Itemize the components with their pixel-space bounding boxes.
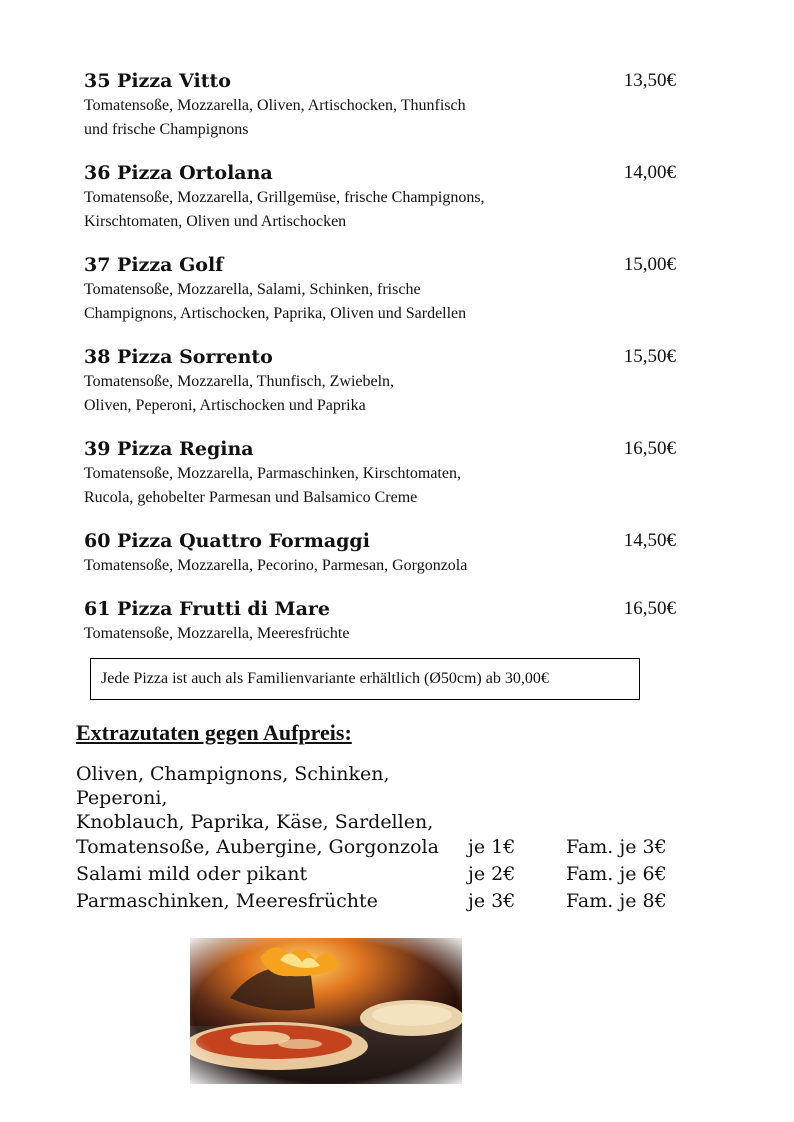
menu-item-pizza-vitto	[84, 68, 676, 142]
item-name: 37 Pizza Golf	[84, 254, 224, 276]
menu-item-pizza-frutti-di-mare	[84, 596, 676, 646]
item-name: 39 Pizza Regina	[84, 438, 254, 460]
item-name: 60 Pizza Quattro Formaggi	[84, 530, 370, 552]
extras-row-family-price: Fam. je 3€	[566, 836, 667, 858]
description-line: Tomatensoße, Mozzarella, Meeresfrüchte	[84, 625, 350, 642]
extras-row-label: Tomatensoße, Aubergine, Gorgonzola	[76, 836, 439, 858]
description-line: und frische Champignons	[84, 121, 249, 138]
extras-list	[76, 762, 676, 915]
pizza-oven-photo	[190, 938, 462, 1084]
description-line: Tomatensoße, Mozzarella, Grillgemüse, frische Champignons,	[84, 189, 485, 206]
menu-item-pizza-quattro-formaggi	[84, 528, 676, 578]
extras-line: Knoblauch, Paprika, Käse, Sardellen,	[76, 811, 434, 833]
item-price: 14,50€	[623, 530, 676, 551]
extras-row-price: je 1€	[468, 836, 516, 858]
item-description	[84, 370, 574, 418]
menu-item-pizza-golf	[84, 252, 676, 326]
extras-row-family-price: Fam. je 8€	[566, 890, 667, 912]
item-price: 16,50€	[623, 438, 676, 459]
item-name: 36 Pizza Ortolana	[84, 162, 273, 184]
menu-item-pizza-sorrento	[84, 344, 676, 418]
item-description	[84, 278, 574, 326]
pizza-menu-list	[84, 68, 676, 664]
item-description	[84, 554, 574, 578]
pizza-oven-image	[190, 938, 462, 1084]
extras-row-label: Parmaschinken, Meeresfrüchte	[76, 890, 378, 912]
menu-item-pizza-regina	[84, 436, 676, 510]
menu-item-pizza-ortolana	[84, 160, 676, 234]
description-line: Kirschtomaten, Oliven und Artischocken	[84, 213, 347, 230]
item-price: 16,50€	[623, 598, 676, 619]
extras-row-price: je 3€	[468, 890, 516, 912]
extras-line: Peperoni,	[76, 787, 168, 809]
extras-row-price: je 2€	[468, 863, 516, 885]
family-size-notice: Jede Pizza ist auch als Familienvariante erhältlich (Ø50cm) ab 30,00€	[90, 658, 640, 700]
extras-price-row	[76, 861, 676, 888]
extras-price-row	[76, 888, 676, 915]
description-line: Tomatensoße, Mozzarella, Salami, Schinken, frische	[84, 281, 421, 298]
description-line: Oliven, Peperoni, Artischocken und Paprika	[84, 397, 366, 414]
item-name: 61 Pizza Frutti di Mare	[84, 598, 330, 620]
extras-line: Oliven, Champignons, Schinken,	[76, 763, 390, 785]
item-description	[84, 622, 574, 646]
extras-price-row	[76, 834, 676, 861]
photo-vignette	[190, 938, 462, 1084]
item-name: 38 Pizza Sorrento	[84, 346, 273, 368]
description-line: Tomatensoße, Mozzarella, Parmaschinken, Kirschtomaten,	[84, 465, 461, 482]
extras-row-label: Salami mild oder pikant	[76, 863, 308, 885]
item-price: 14,00€	[623, 162, 676, 183]
description-line: Tomatensoße, Mozzarella, Oliven, Artischocken, Thunfisch	[84, 97, 466, 114]
description-line: Tomatensoße, Mozzarella, Pecorino, Parmesan, Gorgonzola	[84, 557, 468, 574]
item-price: 15,00€	[623, 254, 676, 275]
description-line: Tomatensoße, Mozzarella, Thunfisch, Zwiebeln,	[84, 373, 395, 390]
item-description	[84, 186, 574, 234]
item-description	[84, 94, 574, 142]
item-name: 35 Pizza Vitto	[84, 70, 231, 92]
item-description	[84, 462, 574, 510]
extras-title: Extrazutaten gegen Aufpreis:	[76, 720, 352, 745]
description-line: Champignons, Artischocken, Paprika, Oliven und Sardellen	[84, 305, 467, 322]
item-price: 13,50€	[623, 70, 676, 91]
item-price: 15,50€	[623, 346, 676, 367]
extras-row-family-price: Fam. je 6€	[566, 863, 667, 885]
description-line: Rucola, gehobelter Parmesan und Balsamico Creme	[84, 489, 418, 506]
